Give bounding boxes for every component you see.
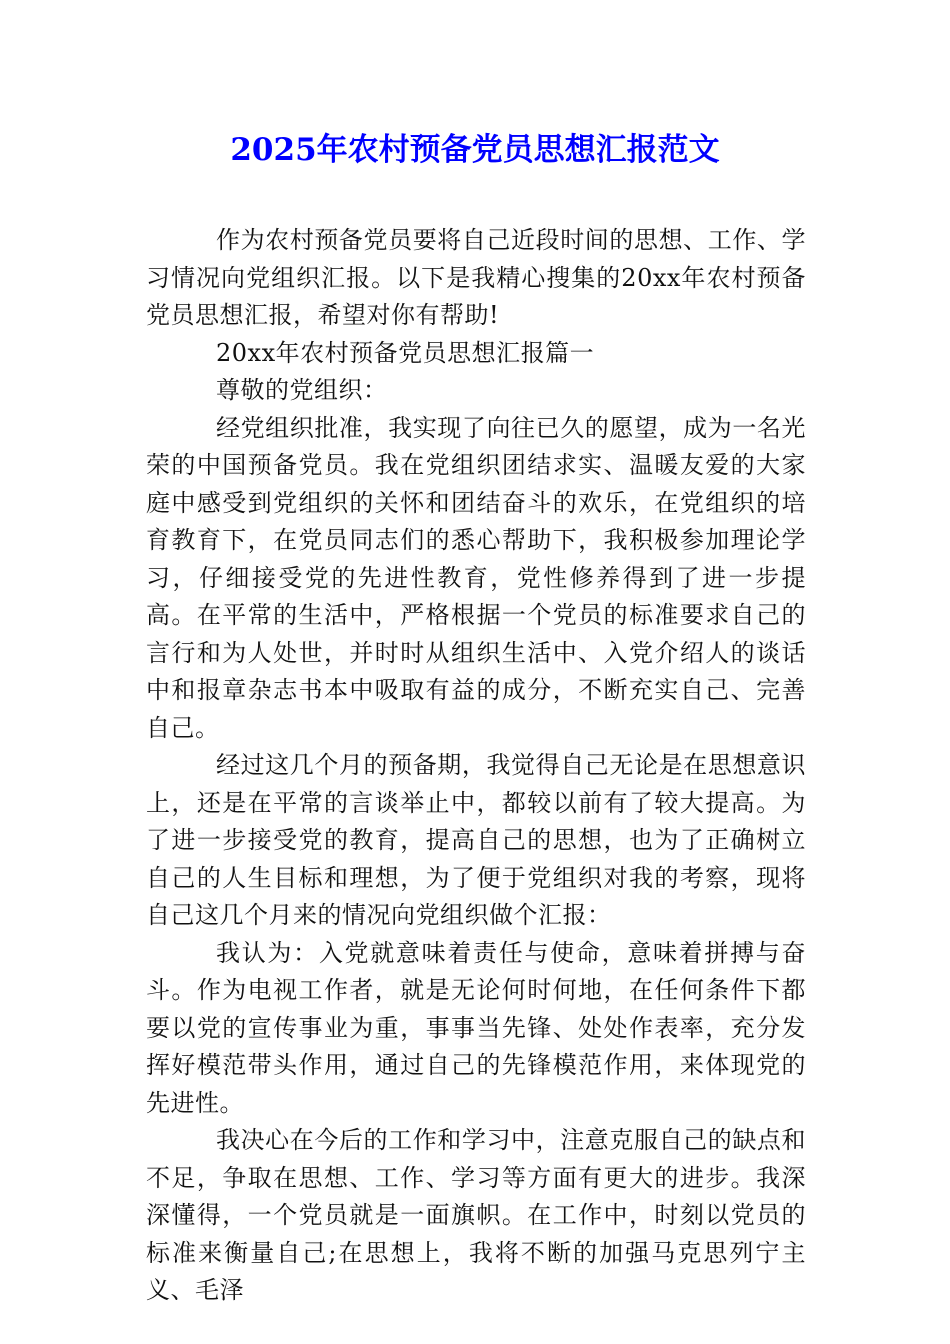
- document-body: [146, 222, 806, 1310]
- body-paragraph: 经过这几个月的预备期，我觉得自己无论是在思想意识上，还是在平常的言谈举止中，都较以前有了较大提高。为了进一步接受党的教育，提高自己的思想，也为了正确树立自己的人生目标和理想，为了便于党组织对我的考察，现将自己这几个月来的情况向党组织做个汇报：: [146, 751, 806, 929]
- body-paragraph: 经党组织批准，我实现了向往已久的愿望，成为一名光荣的中国预备党员。我在党组织团结求实、温暖友爱的大家庭中感受到党组织的关怀和团结奋斗的欢乐，在党组织的培育教育下，在党员同志们的悉心帮助下，我积极参加理论学习，仔细接受党的先进性教育，党性修养得到了进一步提高。在平常的生活中，严格根据一个党员的标准要求自己的言行和为人处世，并时时从组织生活中、入党介绍人的谈话中和报章杂志书本中吸取有益的成分，不断充实自己、完善自己。: [146, 413, 806, 742]
- salutation: 尊敬的党组织：: [216, 376, 388, 404]
- document-title: 2025年农村预备党员思想汇报范文: [230, 132, 720, 168]
- intro-paragraph: 作为农村预备党员要将自己近段时间的思想、工作、学习情况向党组织汇报。以下是我精心搜集的20xx年农村预备党员思想汇报，希望对你有帮助!: [146, 226, 806, 329]
- body-paragraph: 我决心在今后的工作和学习中，注意克服自己的缺点和不足，争取在思想、工作、学习等方面有更大的进步。我深深懂得，一个党员就是一面旗帜。在工作中，时刻以党员的标准来衡量自己;在思想上，我将不断的加强马克思列宁主义、毛泽: [146, 1126, 806, 1304]
- body-paragraph: 我认为：入党就意味着责任与使命，意味着拼搏与奋斗。作为电视工作者，就是无论何时何地，在任何条件下都要以党的宣传事业为重，事事当先锋、处处作表率，充分发挥好模范带头作用，通过自己的先锋模范作用，来体现党的先进性。: [146, 938, 806, 1117]
- section-heading: 20xx年农村预备党员思想汇报篇一: [216, 338, 595, 367]
